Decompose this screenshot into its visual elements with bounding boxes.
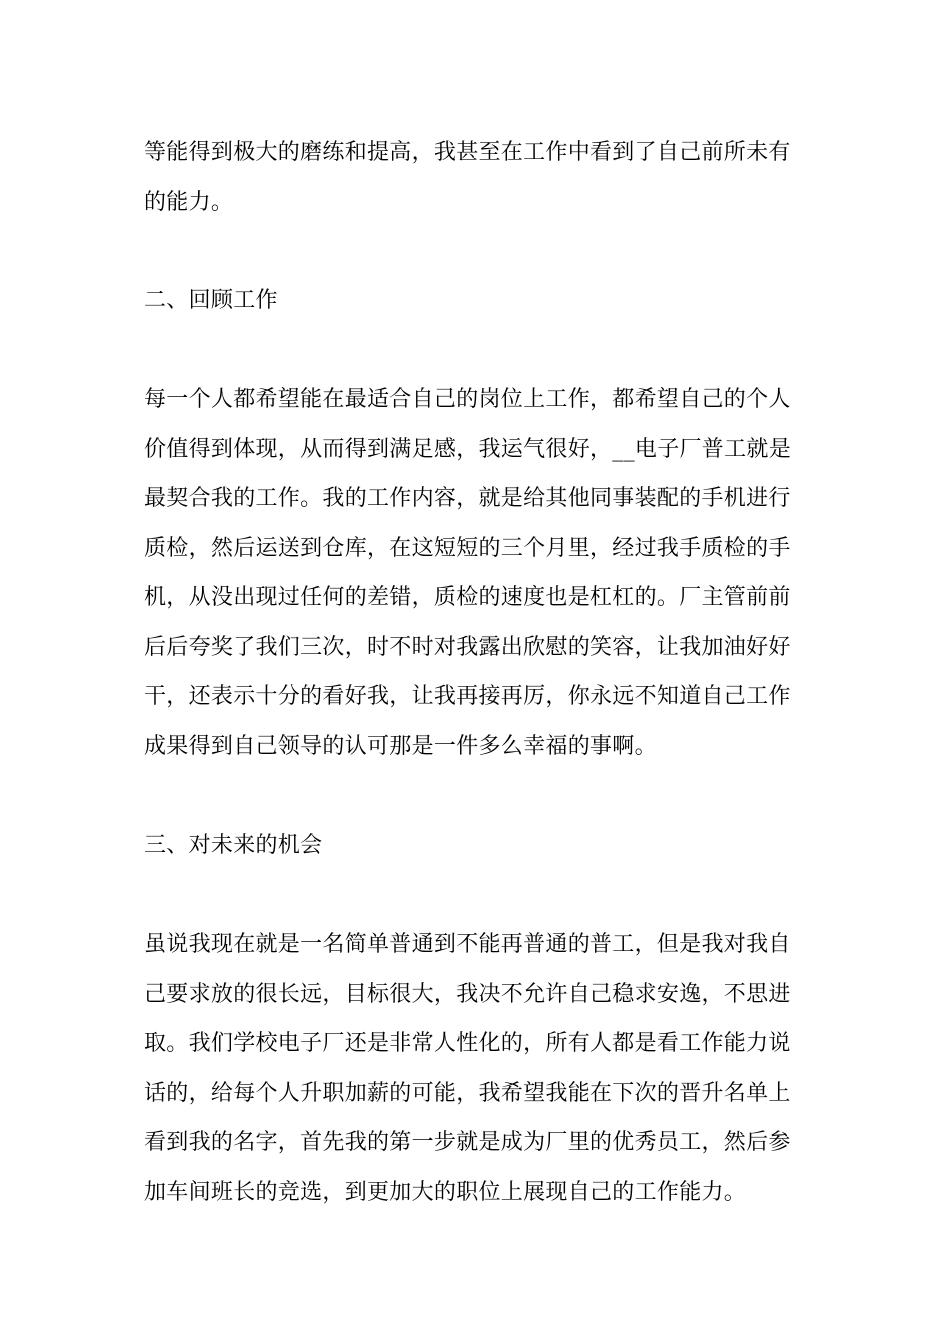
paragraph-line: 取。我们学校电子厂还是非常人性化的，所有人都是看工作能力说 xyxy=(144,1031,791,1056)
paragraph-line: 虽说我现在就是一名简单普通到不能再普通的普工，但是我对我自 xyxy=(144,932,791,957)
paragraph-line: 后后夸奖了我们三次，时不时对我露出欣慰的笑容，让我加油好好 xyxy=(144,634,791,660)
paragraph-line: 己要求放的很长远，目标很大，我决不允许自己稳求安逸，不思进 xyxy=(144,981,791,1007)
section-heading: 三、对未来的机会 xyxy=(144,833,323,858)
section-heading-future-opportunity xyxy=(144,821,814,871)
paragraph-line: 价值得到体现，从而得到满足感，我运气很好，__电子厂普工就是 xyxy=(144,436,792,462)
paragraph-line: 质检，然后运送到仓库，在这短短的三个月里，经过我手质检的手 xyxy=(144,535,791,561)
paragraph-line: 的能力。 xyxy=(144,189,234,215)
section-heading: 二、回顾工作 xyxy=(144,288,278,313)
paragraph-line: 每一个人都希望能在最适合自己的岗位上工作，都希望自己的个人 xyxy=(144,387,791,412)
paragraph-line: 看到我的名字，首先我的第一步就是成为厂里的优秀员工，然后参 xyxy=(144,1130,791,1155)
future-opportunity-paragraph xyxy=(144,920,814,1217)
paragraph-line: 最契合我的工作。我的工作内容，就是给其他同事装配的手机进行 xyxy=(144,486,791,511)
paragraph-line: 干，还表示十分的看好我，让我再接再厉，你永远不知道自己工作 xyxy=(144,684,791,709)
review-work-paragraph xyxy=(144,375,814,771)
paragraph-line: 机，从没出现过任何的差错，质检的速度也是杠杠的。厂主管前前 xyxy=(144,585,791,610)
section-heading-review-work xyxy=(144,276,814,326)
paragraph-line: 成果得到自己领导的认可那是一件多么幸福的事啊。 xyxy=(144,733,657,759)
paragraph-line: 加车间班长的竞选，到更加大的职位上展现自己的工作能力。 xyxy=(144,1179,747,1205)
intro-paragraph xyxy=(144,128,814,227)
paragraph-line: 话的，给每个人升职加薪的可能，我希望我能在下次的晋升名单上 xyxy=(144,1080,791,1106)
paragraph-line: 等能得到极大的磨练和提高，我甚至在工作中看到了自己前所未有 xyxy=(144,140,791,165)
